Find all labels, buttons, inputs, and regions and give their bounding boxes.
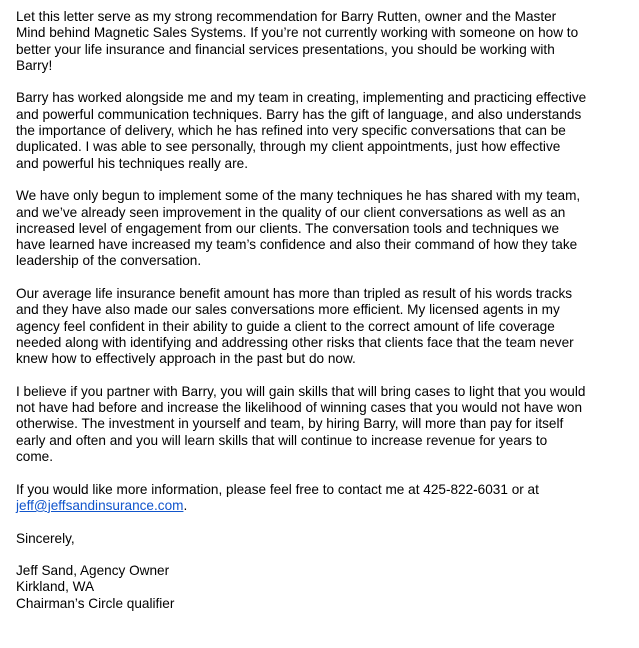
- paragraph-line: increased level of engagement from our clients. The conversation tools and techniques we: [16, 220, 560, 236]
- paragraph-line: and they have also made our sales conversations more efficient. My licensed agents in my: [16, 302, 560, 318]
- letter-paragraph-3: [16, 188, 631, 269]
- paragraph-line: I believe if you partner with Barry, you will gain skills that will bring cases to light that you would: [16, 383, 586, 399]
- paragraph-line: come.: [16, 449, 54, 465]
- paragraph-line: knew how to effectively approach in the past but do now.: [16, 351, 356, 367]
- signature-distinction: Chairman’s Circle qualifier: [16, 595, 175, 611]
- contact-paragraph: [16, 482, 631, 515]
- letter-paragraph-2: [16, 90, 631, 171]
- paragraph-line: Let this letter serve as my strong recommendation for Barry Rutten, owner and the Master: [16, 9, 557, 24]
- signature-name-title: Jeff Sand, Agency Owner: [16, 563, 170, 579]
- letter-paragraph-4: [16, 286, 631, 367]
- letter-paragraph-5: [16, 384, 631, 465]
- paragraph-line: otherwise. The investment in yourself and team, by hiring Barry, will more than pay for itself: [16, 416, 564, 432]
- paragraph-line: the importance of delivery, which he has refined into very specific conversations that can be: [16, 123, 566, 139]
- email-link[interactable]: jeff@jeffsandinsurance.com: [16, 497, 184, 513]
- paragraph-line: not have had before and increase the likelihood of winning cases that you would not have won: [16, 400, 583, 416]
- paragraph-line: and we’ve already seen improvement in the quality of our client conversations as well as an: [16, 204, 566, 220]
- paragraph-line: early and often and you will learn skills that will continue to increase revenue for years to: [16, 432, 548, 448]
- recommendation-letter: [16, 9, 631, 628]
- paragraph-line: and powerful his techniques really are.: [16, 155, 248, 171]
- paragraph-line: needed along with identifying and addressing other risks that clients face that the team never: [16, 334, 574, 350]
- paragraph-line: Mind behind Magnetic Sales Systems. If you’re not currently working with someone on how to: [16, 25, 579, 41]
- paragraph-line: Barry!: [16, 57, 53, 73]
- closing-paragraph: [16, 531, 631, 547]
- paragraph-line: leadership of the conversation.: [16, 253, 202, 269]
- paragraph-line: duplicated. I was able to see personally, through my client appointments, just how effective: [16, 139, 561, 155]
- signature-block: [16, 563, 631, 612]
- paragraph-line: agency feel confident in their ability to guide a client to the correct amount of life coverage: [16, 318, 555, 334]
- email-trailing-period: .: [183, 497, 188, 513]
- paragraph-line: better your life insurance and financial services presentations, you should be working with: [16, 41, 555, 57]
- paragraph-line: We have only begun to implement some of the many techniques he has shared with my team,: [16, 188, 581, 204]
- closing-salutation: Sincerely,: [16, 530, 75, 546]
- contact-line: If you would like more information, please feel free to contact me at 425-822-6031 or at: [16, 481, 539, 497]
- signature-location: Kirkland, WA: [16, 579, 95, 595]
- paragraph-line: Our average life insurance benefit amount has more than tripled as result of his words tracks: [16, 286, 573, 302]
- contact-email-line: [16, 498, 631, 514]
- paragraph-line: Barry has worked alongside me and my team in creating, implementing and practicing effective: [16, 90, 587, 106]
- letter-paragraph-1: [16, 9, 631, 74]
- paragraph-line: have learned have increased my team’s confidence and also their command of how they take: [16, 237, 578, 253]
- paragraph-line: and powerful communication techniques. Barry has the gift of language, and also understands: [16, 106, 582, 122]
